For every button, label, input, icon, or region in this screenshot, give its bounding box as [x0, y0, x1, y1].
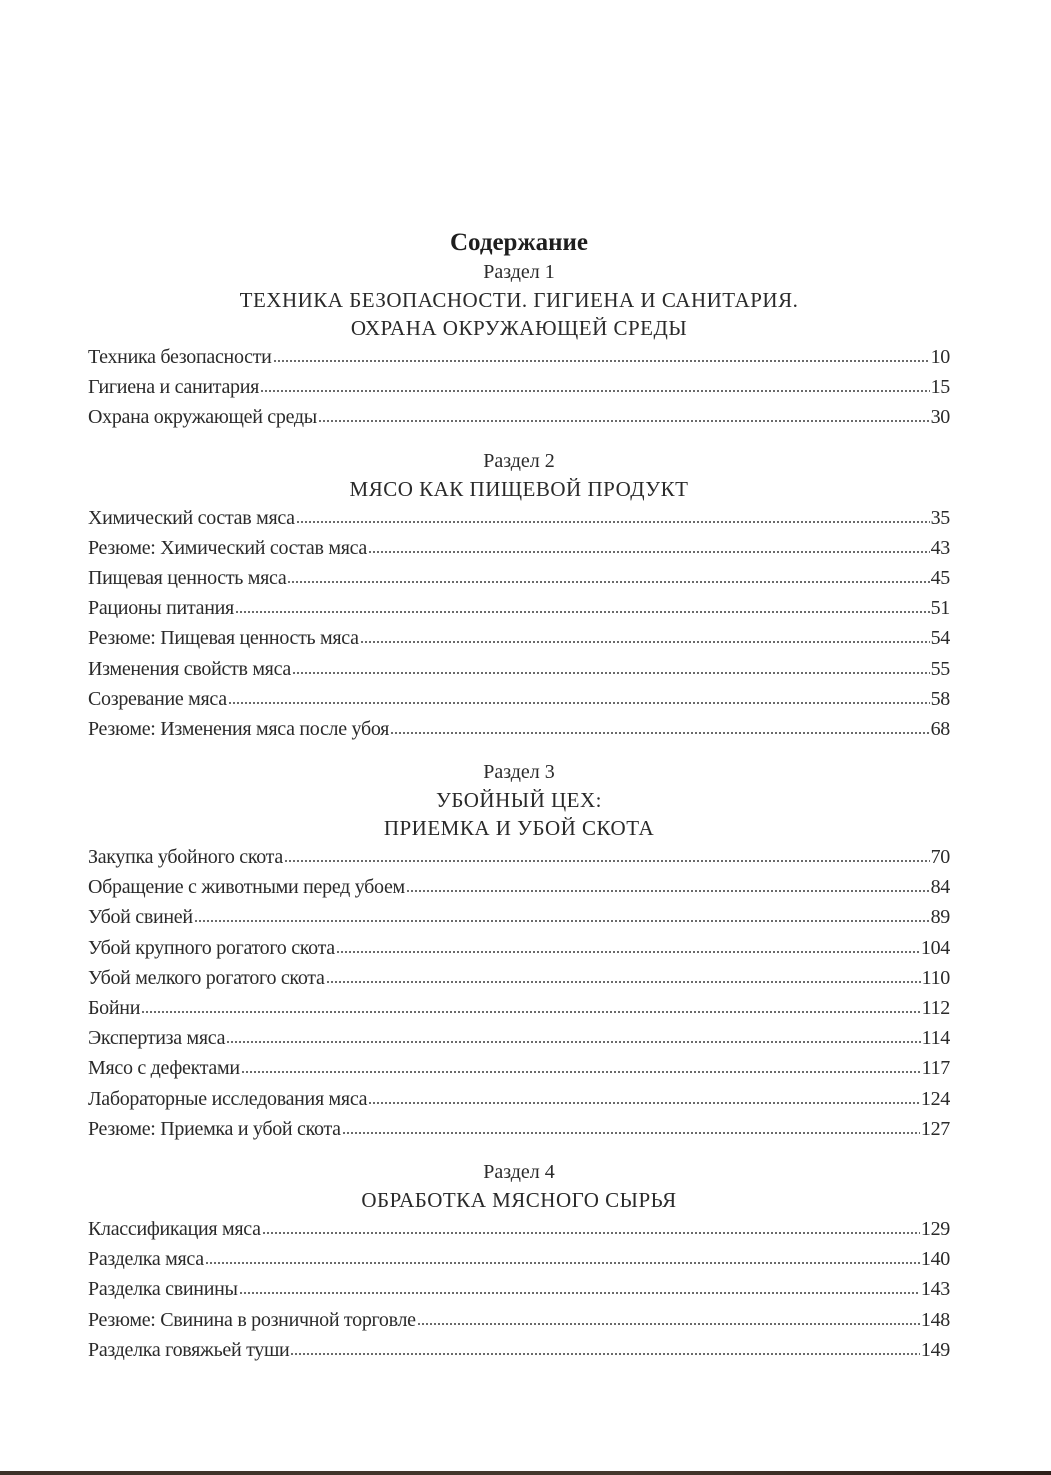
entry-label: Классификация мяса: [88, 1217, 261, 1240]
entry-label: Пищевая ценность мяса: [88, 566, 287, 589]
toc-entry[interactable]: [88, 872, 950, 902]
toc-section: [88, 447, 950, 745]
entry-page-number: 35: [930, 506, 950, 529]
toc-entry[interactable]: [88, 503, 950, 533]
entry-page-number: 43: [930, 536, 950, 559]
toc-entry[interactable]: [88, 654, 950, 684]
entry-label: Рационы питания: [88, 597, 234, 620]
entry-page-number: 58: [930, 687, 950, 710]
section-title: ПРИЕМКА И УБОЙ СКОТА: [383, 816, 655, 841]
toc-entry[interactable]: [88, 1053, 950, 1083]
entry-label: Гигиена и санитария: [88, 376, 260, 399]
dot-leader: [284, 860, 930, 862]
dot-leader: [336, 951, 920, 953]
dot-leader: [368, 551, 930, 553]
section-title: ТЕХНИКА БЕЗОПАСНОСТИ. ГИГИЕНА И САНИТАРИЯ.: [239, 288, 799, 312]
toc-entry[interactable]: [88, 593, 950, 623]
toc-section: [88, 758, 950, 1144]
entry-page-number: 149: [920, 1338, 950, 1361]
entry-label: Убой крупного рогатого скота: [88, 936, 335, 959]
entry-page-number: 15: [930, 376, 950, 399]
entry-page-number: 68: [930, 717, 950, 740]
dot-leader: [406, 890, 930, 892]
entry-label: Убой мелкого рогатого скота: [88, 966, 325, 989]
dot-leader: [292, 672, 930, 674]
toc-entry[interactable]: [88, 1084, 950, 1114]
entry-label: Химический состав мяса: [88, 506, 295, 529]
toc-entry[interactable]: [88, 842, 950, 872]
entry-label: Разделка свинины: [88, 1278, 238, 1301]
dot-leader: [260, 390, 930, 392]
section-title: МЯСО КАК ПИЩЕВОЙ ПРОДУКТ: [349, 476, 689, 501]
toc-entry[interactable]: [88, 902, 950, 932]
entry-label: Созревание мяса: [88, 687, 227, 710]
dot-leader: [235, 611, 930, 613]
dot-leader: [318, 420, 930, 422]
entry-page-number: 129: [920, 1217, 950, 1240]
entry-label: Разделка говяжьей туши: [88, 1338, 290, 1361]
entry-label: Резюме: Химический состав мяса: [88, 536, 367, 559]
dot-leader: [360, 641, 930, 643]
entry-label: Разделка мяса: [88, 1248, 204, 1271]
toc-entry[interactable]: [88, 402, 950, 432]
dot-leader: [417, 1323, 920, 1325]
toc-entry[interactable]: [88, 1335, 950, 1365]
section-title: ОХРАНА ОКРУЖАЮЩЕЙ СРЕДЫ: [350, 316, 688, 340]
entry-page-number: 114: [921, 1027, 950, 1050]
bottom-edge-bar: [0, 1471, 1051, 1475]
entry-label: Закупка убойного скота: [88, 846, 283, 869]
dot-leader: [194, 920, 930, 922]
toc-entry[interactable]: [88, 623, 950, 653]
entry-page-number: 54: [930, 627, 950, 650]
entry-page-number: 30: [930, 406, 950, 429]
toc-entry[interactable]: [88, 1305, 950, 1335]
section-label: Раздел 1: [483, 261, 555, 283]
toc-entry[interactable]: [88, 993, 950, 1023]
entry-label: Техника безопасности: [88, 346, 272, 368]
entry-page-number: 10: [930, 346, 950, 368]
entry-label: Резюме: Пищевая ценность мяса: [88, 627, 359, 650]
entry-page-number: 55: [930, 657, 950, 680]
entry-label: Экспертиза мяса: [88, 1027, 226, 1050]
toc-entry[interactable]: [88, 1274, 950, 1304]
entry-page-number: 110: [921, 966, 950, 989]
entry-page-number: 143: [920, 1278, 950, 1301]
dot-leader: [326, 981, 921, 983]
toc-entry[interactable]: [88, 1244, 950, 1274]
section-label: Раздел 3: [483, 761, 555, 784]
toc-entry[interactable]: [88, 1023, 950, 1053]
section-label: Раздел 2: [483, 449, 555, 472]
entry-label: Бойни: [88, 997, 141, 1019]
toc-section: [88, 1158, 950, 1365]
dot-leader: [368, 1102, 920, 1104]
dot-leader: [226, 1041, 920, 1043]
toc-entry[interactable]: [88, 372, 950, 402]
dot-leader: [296, 521, 930, 523]
entry-label: Убой свиней: [88, 906, 193, 929]
entry-page-number: 127: [920, 1117, 950, 1140]
entry-label: Лабораторные исследования мяса: [88, 1087, 368, 1110]
toc-entry[interactable]: [88, 1214, 950, 1244]
entry-page-number: 45: [930, 566, 950, 589]
dot-leader: [390, 732, 930, 734]
entry-page-number: 70: [930, 846, 950, 869]
entry-label: Мясо с дефектами: [88, 1057, 240, 1080]
toc-entry[interactable]: [88, 1114, 950, 1144]
toc-entry[interactable]: [88, 684, 950, 714]
toc-entry[interactable]: [88, 533, 950, 563]
section-title: ОБРАБОТКА МЯСНОГО СЫРЬЯ: [361, 1187, 677, 1212]
entry-page-number: 140: [920, 1248, 950, 1271]
entry-page-number: 112: [921, 997, 950, 1019]
toc-entry[interactable]: [88, 563, 950, 593]
dot-leader: [241, 1071, 921, 1073]
entry-label: Изменения свойств мяса: [88, 657, 291, 680]
toc-entry[interactable]: [88, 933, 950, 963]
entry-page-number: 104: [920, 936, 950, 959]
section-title: УБОЙНЫЙ ЦЕХ:: [435, 788, 602, 813]
entry-page-number: 117: [921, 1057, 950, 1080]
toc-entry[interactable]: [88, 714, 950, 744]
entry-page-number: 84: [930, 876, 950, 899]
toc-entry[interactable]: [88, 963, 950, 993]
dot-leader: [228, 702, 930, 704]
entry-label: Охрана окружающей среды: [88, 406, 317, 429]
entry-label: Обращение с животными перед убоем: [88, 876, 405, 899]
section-label: Раздел 4: [483, 1160, 555, 1183]
dot-leader: [141, 1011, 921, 1013]
entry-label: Резюме: Изменения мяса после убоя: [88, 717, 390, 740]
dot-leader: [273, 360, 930, 362]
table-of-contents: [88, 228, 950, 1365]
dot-leader: [342, 1132, 920, 1134]
entry-page-number: 89: [930, 906, 950, 929]
dot-leader: [287, 581, 929, 583]
entry-page-number: 51: [930, 597, 950, 620]
toc-entry[interactable]: [88, 342, 950, 372]
dot-leader: [205, 1262, 920, 1264]
toc-section: [88, 258, 950, 433]
entry-page-number: 124: [920, 1087, 950, 1110]
entry-label: Резюме: Приемка и убой скота: [88, 1117, 341, 1140]
entry-page-number: 148: [920, 1308, 950, 1331]
dot-leader: [290, 1353, 919, 1355]
sections-container: [88, 258, 950, 1365]
entry-label: Резюме: Свинина в розничной торговле: [88, 1308, 416, 1331]
page-title: Содержание: [449, 229, 588, 256]
dot-leader: [239, 1292, 920, 1294]
dot-leader: [262, 1232, 920, 1234]
